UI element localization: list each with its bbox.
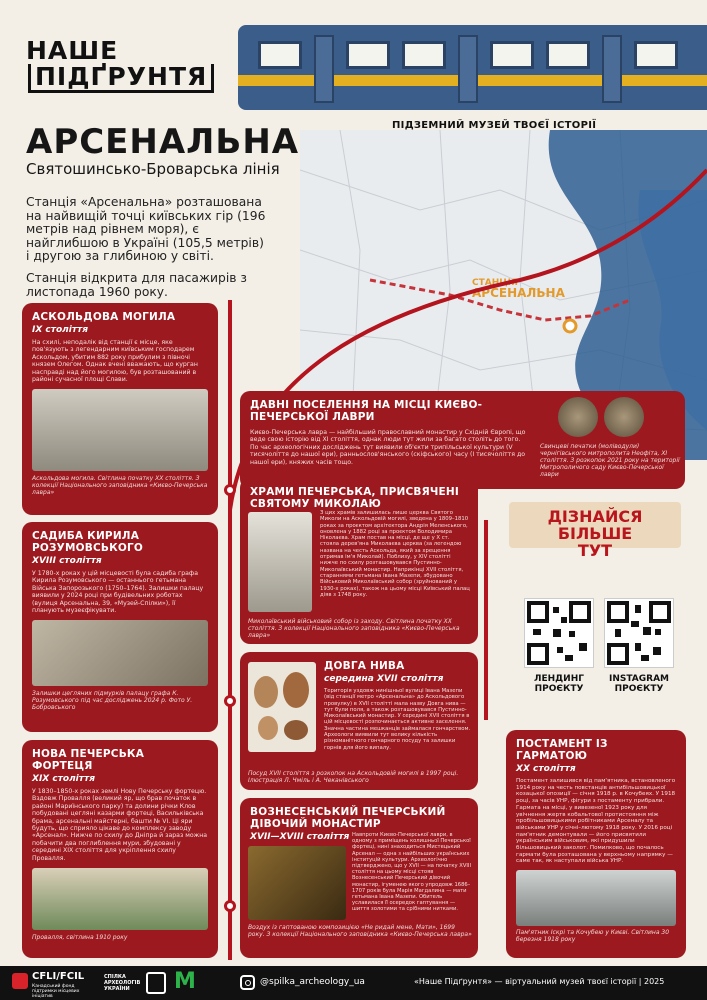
intro-paragraph: Станція «Арсенальна» розташована на найвищій точці київських гір (196 метрів над рівнем моря), є найглибшою в Україні (105,5 метрів) і другою за глибиною у світі. xyxy=(26,195,266,264)
train-window xyxy=(634,41,678,69)
train-door xyxy=(458,35,478,103)
pottery-illustration xyxy=(248,662,316,752)
instagram-qr-label xyxy=(598,674,680,694)
intro-paragraph: Станція відкрита для пасажирів з листопада 1960 року. xyxy=(26,270,247,299)
card-ascension-convent xyxy=(240,798,478,958)
station-label-name: АРСЕНАЛЬНА xyxy=(472,286,565,300)
intro-text xyxy=(26,196,266,307)
fortress-photo xyxy=(32,868,208,930)
card-title: ХРАМИ ПЕЧЕРСЬКА, ПРИСВЯЧЕНІ СВЯТОМУ МИКОЛАЮ xyxy=(250,486,460,510)
timeline-dot xyxy=(224,900,236,912)
monument-photo xyxy=(516,870,676,926)
card-century: IX століття xyxy=(32,325,89,335)
footer xyxy=(0,966,707,1000)
seal-photo xyxy=(604,397,644,437)
museum-tagline: ПІДЗЕМНИЙ МУЗЕЙ ТВОЄЇ ІСТОРІЇ xyxy=(392,120,597,131)
card-caption: Аскольдова могила. Світлина початку XX століття. З колекції Національного заповідника «Києво-Печерська лавра» xyxy=(32,475,208,497)
footer-cfi-sub: Канадський фонд підтримки місцевих ініціатив xyxy=(32,984,80,999)
card-text: Навпроти Києво-Печерської лаври, в одному з приміщень колишньої Печерської фортеці, нині знаходиться Мистецький Арсенал — одна з найбільших українських інституцій культури. Археологічно підтверджено, що у XVII — на початку XVIII століття на цьому місці стояв Вознесенський Печерський дівочий монастир, ігуменею якого упродовж 1686–1707 років була Марія Магдалина — мати гетьмана Івана Мазепи. Обитель уславилася її осередок гаптування — шиття золотими та срібними нитками. xyxy=(352,832,471,913)
association-logo-icon xyxy=(146,972,166,994)
card-title: ДАВНІ ПОСЕЛЕННЯ НА МІСЦІ КИЄВО-ПЕЧЕРСЬКОЇ ЛАВРИ xyxy=(250,399,483,423)
train-door xyxy=(314,35,334,103)
logo-line2: ПІДҐРУНТЯ xyxy=(28,64,214,93)
train-window xyxy=(258,41,302,69)
qr-code-icon xyxy=(525,599,593,667)
razumovsky-photo xyxy=(32,620,208,686)
qr-label-line: ПРОЄКТУ xyxy=(534,684,584,694)
footer-instagram-handle[interactable]: @spilka_archeology_ua xyxy=(260,977,365,987)
card-title: АСКОЛЬДОВА МОГИЛА xyxy=(32,311,176,323)
card-title: САДИБА КИРИЛА РОЗУМОВСЬКОГО xyxy=(32,530,143,554)
project-logo xyxy=(26,36,208,93)
card-text: У 1830–1850-х роках землі Нову Печерську фортецю. Вздовж Провалля (великий яр, що брав початок в районі Мариїнського парку) та долини річки Клов побудовані цегляні казарми фортеці, Васильківська брама, арсенальні майстерні, башти № VI. Ці яри будуть, що сприяло цікаве до комплексу заводу «Арсенал». Нижче по схилу до Дніпра й зараз можна побачити два поглиблення мури, збудовані у середині XIX століття для укріплення схилу Провалля. xyxy=(32,788,208,862)
footer-association: СПІЛКА АРХЕОЛОГІВ УКРАЇНИ xyxy=(104,974,141,992)
askold-photo xyxy=(32,389,208,471)
card-century: середина XVII століття xyxy=(324,674,444,684)
timeline-dot xyxy=(224,484,236,496)
page-subtitle: Святошинсько-Броварська лінія xyxy=(26,160,280,178)
embroidery-photo xyxy=(248,846,346,920)
train-window xyxy=(346,41,390,69)
landing-qr-code[interactable] xyxy=(524,598,594,668)
footer-tagline: «Наше Підґрунтя» — віртуальний музей твоєї історії | 2025 xyxy=(414,977,665,986)
footer-cfi: CFLI/FCIL xyxy=(32,971,85,982)
card-text: З цих храмів залишилась лише церква Святого Миколи на Аскольдовій могилі, зведена у 1809–1810 роках за проєктом архітектора Андрія Меленського, оновлена у 1882 році за проєктом Володимира Ніколаєва. Храм постав на місці, де ще у X ст. стояла дерев'яна Миколаєва церква (за легендою названа на честь Аскольда, який за хрещення отримав ім'я Миколай). Поблизу, у XIV столітті нижче по схилу розташовувався Пустинно-Миколаївський монастир. Наприкінці XVII століття, стараннями гетьмана Івана Мазепи, збудовано Військовий Миколаївський собор (зруйнований у 1930-х роках), також на цьому місці Київський палац діяв з 1748 року. xyxy=(320,510,470,598)
card-caption: Свинцеві печатки (моліводули) чернігівського митрополита Неофіта, XI століття. З розкопок 2021 року на території Митрополичого саду Києво-Печерської лаври xyxy=(540,443,680,478)
card-text: У 1780-х роках у цій місцевості була садиба графа Кирила Розумовського — останнього гетьмана Війська Запорозького (1750–1764). Залишки палацу виявили у 2024 році при будівельних роботах (вулиця Арсенальна, 39, «Музей-Спілки»), її планують музеєфікувати. xyxy=(32,570,204,615)
card-century: XX століття xyxy=(516,764,576,774)
card-caption: Посуд XVII століття з розкопок на Аскольдовій могилі в 1997 році. Ілюстрація Л. Чміль і А. Чеканівського xyxy=(248,770,459,784)
card-century: XIX століття xyxy=(32,774,95,784)
timeline-rail xyxy=(228,300,232,960)
cathedral-photo xyxy=(248,512,312,612)
logo-line1: НАШЕ xyxy=(26,36,119,65)
card-razumovsky-estate xyxy=(22,522,218,732)
card-caption: Провалля, світлина 1910 року xyxy=(32,934,128,942)
card-text: Постамент залишився від пам'ятника, встановленого 1914 року на честь повстанців антибільшовицької козацької опозиції — січня 1918 р. в Кочубеях. У 1918 році, за часів УНР, фігури з постаменту прибрали. Гармата на місці, у вивезеної 1923 року для увічнення жертв кобальтової протистояння між пробільшовицькими робітниками Арсеналу та військами УНР у січні–лютому 1918 року. У 2016 році пам'ятник демонтували — його присвятили українським військовим, які придушили більшовицький заколот. Помилково, що почалось гармати була розташована у верхньому напрямку — саме так, як наступали війська УНР. xyxy=(516,778,676,865)
card-caption: Пам'ятник Іскрі та Кочубею у Києві. Світлина 30 березня 1918 року xyxy=(516,929,670,944)
card-cannon-pedestal xyxy=(506,730,686,958)
instagram-qr-code[interactable] xyxy=(604,598,674,668)
station-label-top: СТАНЦІЯ xyxy=(472,278,518,288)
card-caption: Воздух із гаптованою композицією «Не ридай мене, Мати», 1699 року. З колекції Національного заповідника «Києво-Печерська лавра» xyxy=(248,924,472,938)
card-dovga-nyva xyxy=(240,652,478,790)
card-text: Києво-Печерська лавра — найбільший православний монастир у Східній Європі, що веде свою історію від XI століття, однак люди тут жили за багато століть до того. По час археологічних досліджень тут виявили об'єкти трипільської культури (V тисячоліття до нашої ери), ранньослов'янського (скіфського) часу (I тисячоліття до нашої ери), княжих часів тощо. xyxy=(250,429,526,466)
qr-label-line: ЛЕНДИНГ xyxy=(534,674,584,684)
learn-more-banner xyxy=(509,502,681,560)
cfli-leaf-icon xyxy=(12,973,28,989)
timeline-dot xyxy=(224,695,236,707)
train-window xyxy=(402,41,446,69)
timeline-rail-right xyxy=(484,520,488,720)
pottery-icon xyxy=(248,662,316,752)
qr-label-line: INSTAGRAM xyxy=(608,674,669,684)
train-window xyxy=(546,41,590,69)
card-text: На схилі, неподалік від станції є місце, яке пов'язують з легендарним київським господарем Аскольдом, убитим 882 року прибулим з півночі князем Олегом. Однак вчені вважають, що курган насправді над його могилою, був розташований в районі сучасної площі Слави. xyxy=(32,339,198,384)
card-caption: Миколаївський військовий собор із заходу. Світлина початку XX століття. З колекції Національного заповідника «Києво-Печерська лавра» xyxy=(248,618,460,639)
qr-label-line: ПРОЄКТУ xyxy=(614,684,664,694)
card-text: Територія уздовж нинішньої вулиці Івана Мазепи (від станції метро «Арсенальна» до Аскольдового провулку) в XVII столітті мала назву Довга нива — тут були поля, а також розташовувався Пустинно-Миколаївський монастир. У середині XVII століття в цій місцевості розпочинається активне заселення. Значна частина мешканців займалася гончарством. Археологи виявили тут велику кількість різноманітного гончарного посуду та залишки горнів для його випалу. xyxy=(324,688,471,751)
learn-more-line1: ДІЗНАЙСЯ БІЛЬШЕ xyxy=(547,507,643,543)
metro-train-illustration xyxy=(238,25,707,110)
card-title: ПОСТАМЕНТ ІЗ ГАРМАТОЮ xyxy=(516,738,608,762)
card-st-nicholas-temples xyxy=(240,478,478,644)
instagram-icon xyxy=(240,975,255,990)
card-ancient-settlement xyxy=(240,391,685,489)
card-century: XVII—XVIII століття xyxy=(250,832,350,842)
learn-more-line2: ТУТ xyxy=(577,541,613,560)
metro-logo-icon: M xyxy=(174,969,196,994)
page-title: АРСЕНАЛЬНА xyxy=(26,122,300,162)
card-title: НОВА ПЕЧЕРСЬКА ФОРТЕЦЯ xyxy=(32,748,145,772)
train-door xyxy=(602,35,622,103)
card-askold-grave xyxy=(22,303,218,515)
train-window xyxy=(490,41,534,69)
card-title: ДОВГА НИВА xyxy=(324,660,405,672)
landing-qr-label xyxy=(518,674,600,694)
card-caption: Залишки цегляних підмурків палацу графа К. Розумовського під час досліджень 2024 р. Фото У. Бобровського xyxy=(32,690,193,712)
card-new-pechersk-fortress xyxy=(22,740,218,958)
card-title: ВОЗНЕСЕНСЬКИЙ ПЕЧЕРСЬКИЙ ДІВОЧИЙ МОНАСТИР xyxy=(250,806,446,830)
qr-code-icon xyxy=(605,599,673,667)
card-century: XVIII століття xyxy=(32,556,102,566)
seal-photo xyxy=(558,397,598,437)
